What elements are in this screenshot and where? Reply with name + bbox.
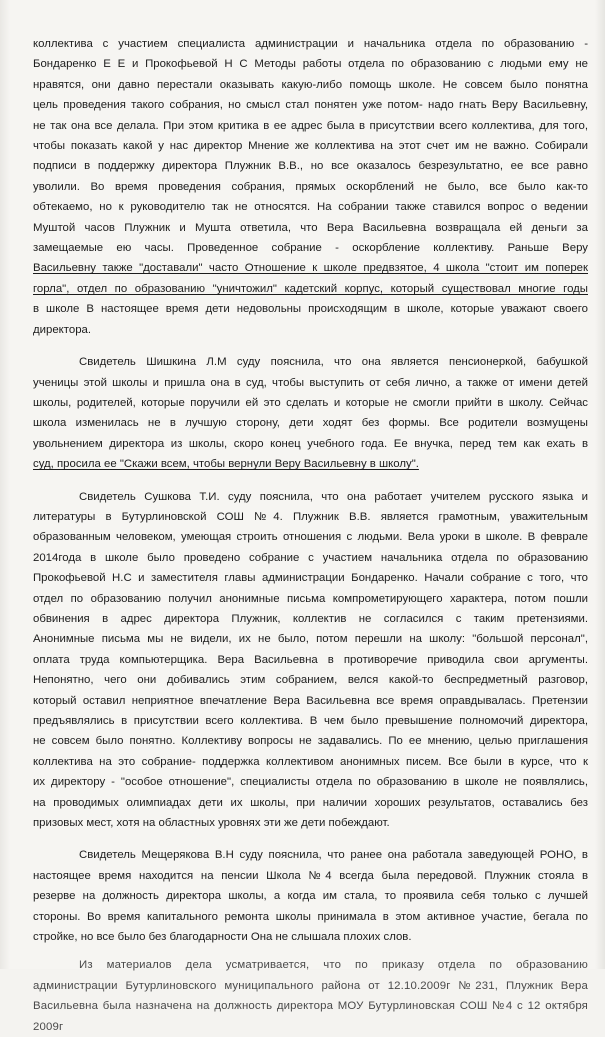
text-line: на проводимых олимпиадах дети их школы, при наличии хороших результатов, оставались без [33,796,588,809]
text-line: Из материалов дела усматривается, что по приказу отдела по образованию [79,959,588,972]
paragraph-4 [33,845,588,947]
text-line: литературы в Бутурлиновской СОШ №4. Плужник В.В. является грамотным, уважительным [33,510,588,523]
text-line: Муштой часов Плужник и Мушта ответила, что Вера Васильевна возвращала ей деньги за [33,221,588,234]
underlined-line: горла", отдел по образованию "уничтожил" кадетский корпус, который существовал многие годы [33,282,588,295]
text-line: 2009г [33,1020,64,1033]
text-line: Непонятно, чего они добивались этим собранием, велся какой-то беспредметный разговор, [33,674,588,687]
text-line: коллектива на это собрание- поддержка коллективом анонимных писем. Все были в курсе, что к [33,755,588,768]
text-line: оплата труда компьютерщика. Вера Васильевна в противоречие приводила свои аргументы. [33,653,588,666]
document-body [33,34,588,1037]
text-line: не совсем было понятно. Коллективу вопросы не задавались. По ее мнению, целью приглашения [33,735,588,748]
text-line: коллектива с участием специалиста администрации и начальника отдела по образованию - [33,38,588,50]
text-line: цель проведения такого собрания, но смысл стал понятен уже потом- надо гнать Веру Васильевну, [33,99,588,112]
text-line: подписи в поддержку директора Плужник В.В., но все оказалось безрезультатно, ее все равно [33,160,588,173]
text-line: стройке, но все было без благодарности Она не слышала плохих слов. [33,931,412,944]
underlined-line: суд, просила ее "Скажи всем, чтобы вернули Веру Васильевну в школу". [33,458,419,471]
text-line: школы, родителей, которые поручили ей это сделать и которые не смогли прийти в школу. Сейчас [33,396,588,409]
text-line: директора. [33,323,92,336]
text-line: Свидетель Мещерякова В.Н суду пояснила, что ранее она работала заведующей РОНО, в [79,849,588,862]
text-line: не так она все делала. При этом критика в ее адрес была в присутствии всего коллектива, для того, [33,119,588,132]
paragraph-5 [33,955,588,1037]
text-line: Свидетель Шишкина Л.М суду пояснила, что она является пенсионеркой, бабушкой [79,356,588,369]
text-line: ученицы этой школы и пришла она в суд, чтобы выступить от себя лично, а также от имени детей [33,376,588,389]
paragraph-3 [33,487,588,834]
text-line: их директору - "особое отношение", специалисты отдела по образованию в школе не появлялись, [33,776,588,789]
text-line: отдел по образованию получил анонимные письма компрометирующего характера, потом пошли [33,592,588,605]
text-line: обвинения в адрес директора Плужник, коллектив не согласился с таким претензиями. [33,612,588,625]
text-line: предъявлялись в присутствии всего коллектива. В чем было превышение полномочий директора, [33,715,588,727]
text-line: образованным человеком, умеющая строить отношения с людьми. Вела уроки в школе. В феврале [33,531,588,544]
text-line: школа изменилась не в лучшую сторону, дети ходят без формы. Все родители возмущены [33,417,588,430]
text-line: настоящее время находится на пенсии Школа №4 всегда была передовой. Плужник стояла в [33,869,588,882]
text-line: стороны. Во время капитального ремонта школы принимала в этом активное участие, бегала по [33,910,588,923]
text-line: администрации Бутурлиновского муниципального района от 12.10.2009г №231, Плужник Вера [33,979,588,992]
text-line: Васильевна была назначена на должность директора МОУ Бутурлиновская СОШ №4 с 12 октября [33,1000,588,1013]
text-line: Свидетель Сушкова Т.И. суду пояснила, что она работает учителем русского языка и [79,490,588,503]
text-line: резерве на должность директора школы, а когда им стала, то проявила себя только с лучшей [33,890,588,903]
text-line: Прокофьевой Н.С и заместителя главы администрации Бондаренко. Начали собрание с того, что [33,572,588,585]
text-line: замещаемые ею часы. Проведенное собрание - оскорбление коллективу. Раньше Веру [33,242,588,255]
text-line: увольнением директора из школы, скоро конец учебного года. Ее внучка, перед тем как ехать в [33,437,588,450]
paragraph-1 [33,34,588,340]
text-line: который оставил неприятное впечатление Вера Васильевна все время оправдывалась. Претензии [33,694,588,707]
text-line: Бондаренко Е Е и Прокофьевой Н С Методы работы отдела по образованию с людьми ему не [33,58,588,71]
text-line: Анонимные письма мы не видели, их не было, потом перешли на школу: "большой персонал", [33,633,588,646]
text-line: обтекаемо, но к руководителю так не относятся. На собрании также ставился вопрос о ведении [33,201,588,214]
text-line: 2014года в школе было проведено собрание с участием начальника отдела по образованию [33,551,588,564]
text-line: чтобы показать какой у нас директор Мнение же коллектива на этот счет им не важно. Собирали [33,140,588,153]
text-line: призовых мест, хотя на областных уровнях эти же дети побеждают. [33,817,390,830]
underlined-line: Васильевну также "доставали" часто Отношение к школе предвзятое, 4 школа "стоит им поперек [33,262,588,275]
text-line: нравятся, они давно перестали оказывать какую-либо помощь школе. Не совсем было понятна [33,78,588,91]
text-line: в школе В настоящее время дети недовольны происходящим в школе, которые уважают своего [33,303,588,316]
text-line: уволили. Во время проведения собрания, прямых оскорблений не было, все было как-то [33,180,588,193]
paragraph-2 [33,352,588,474]
